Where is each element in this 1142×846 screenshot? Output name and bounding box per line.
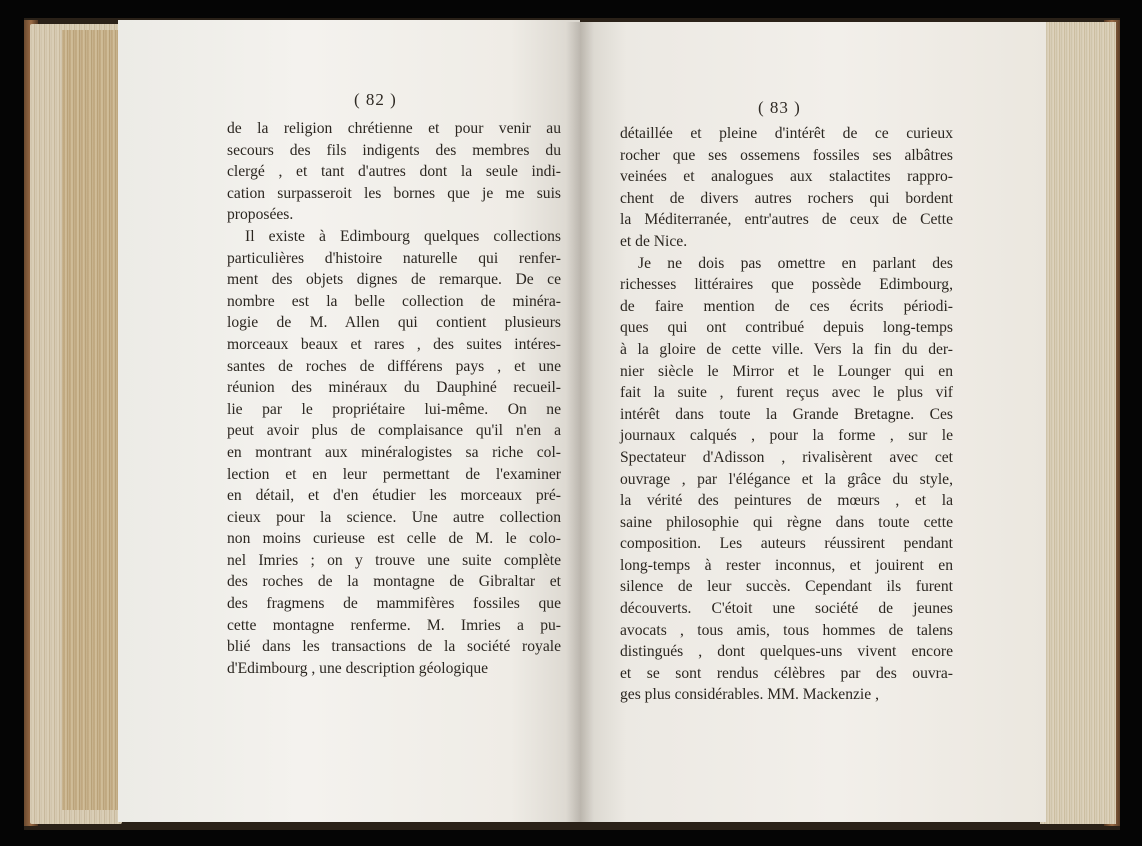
text-line: nombre est la belle collection de minéra- <box>227 292 561 310</box>
text-line: lie par le propriétaire lui-même. On ne <box>227 400 561 418</box>
right-page <box>580 22 1046 822</box>
text-line: nier siècle le Mirror et le Lounger qui en <box>620 362 953 380</box>
text-line: cette montagne renferme. M. Imries a pu- <box>227 616 561 634</box>
text-line: avocats , tous amis, tous hommes de talens <box>620 621 953 639</box>
text-line: particulières d'histoire naturelle qui renfer- <box>227 249 561 267</box>
text-line: intérêt dans toute la Grande Bretagne. Ces <box>620 405 953 423</box>
text-line: et de Nice. <box>620 232 688 250</box>
right-page-number: ( 83 ) <box>758 98 801 117</box>
text-line: Spectateur d'Adisson , rivalisèrent avec cet <box>620 448 953 466</box>
text-line: la Méditerranée, entr'autres de ceux de Cette <box>620 211 953 229</box>
text-line: fait la suite , furent reçus avec le plus vif <box>620 384 953 402</box>
text-line: logie de M. Allen qui contient plusieurs <box>227 314 561 332</box>
text-line: nel Imries ; on y trouve une suite complète <box>227 551 561 569</box>
text-line: distingués , dont quelques-uns vivent encore <box>620 643 953 661</box>
text-line: ouvrage , par l'élégance et la grâce du style, <box>620 470 953 488</box>
text-line: en montrant aux minéralogistes sa riche col- <box>227 443 561 461</box>
page-edges-right <box>1040 22 1116 824</box>
text-line: à la gloire de cette ville. Vers la fin du der- <box>620 340 953 358</box>
left-page-text <box>227 118 561 679</box>
text-line: rocher que ses ossemens fossiles ses albâtres <box>620 146 953 164</box>
text-line: et se sont rendus célèbres par des ouvra- <box>620 664 953 682</box>
text-line: lection et en leur permettant de l'examiner <box>227 465 561 483</box>
text-line: ques qui ont contribué depuis long-temps <box>620 319 953 337</box>
text-line: richesses littéraires que possède Edimbourg, <box>620 276 953 294</box>
text-line: Il existe à Edimbourg quelques collections <box>245 227 561 245</box>
text-line: silence de leur succès. Cependant ils furent <box>620 578 953 596</box>
text-line: ges plus considérables. MM. Mackenzie , <box>620 686 879 704</box>
text-line: de faire mention de ces écrits périodi- <box>620 297 953 315</box>
text-line: Je ne dois pas omettre en parlant des <box>638 254 953 272</box>
text-line: cieux pour la science. Une autre collection <box>227 508 561 526</box>
left-page-number: ( 82 ) <box>354 90 397 109</box>
text-line: en détail, et d'en étudier les morceaux pré- <box>227 487 561 505</box>
text-line: blié dans les transactions de la société royale <box>227 638 561 656</box>
text-line: journaux calqués , pour la forme , sur le <box>620 427 953 445</box>
text-line: des roches de la montagne de Gibraltar et <box>227 573 561 591</box>
text-line: morceaux beaux et rares , des suites intéres- <box>227 335 561 353</box>
text-line: long-temps à rester inconnus, et jouirent en <box>620 556 953 574</box>
text-line: saine philosophie qui règne dans toute cette <box>620 513 953 531</box>
page-edges-left-inner <box>62 30 120 810</box>
text-line: santes de roches de différens pays , et une <box>227 357 561 375</box>
text-line: détaillée et pleine d'intérêt de ce curieux <box>620 125 953 142</box>
text-line: peut avoir plus de complaisance qu'il n'en a <box>227 422 561 440</box>
text-line: secours des fils indigents des membres du <box>227 141 561 159</box>
text-line: d'Edimbourg , une description géologique <box>227 659 489 677</box>
text-line: proposées. <box>227 206 294 224</box>
text-line: des fragmens de mammifères fossiles que <box>227 595 561 613</box>
right-page-text <box>620 123 953 706</box>
text-line: ment des objets dignes de remarque. De ce <box>227 271 561 289</box>
left-page <box>118 20 580 822</box>
text-line: cation surpasseroit les bornes que je me suis <box>227 184 561 202</box>
text-line: réunion des minéraux du Dauphiné recueil- <box>227 379 561 397</box>
text-line: clergé , et tant d'autres dont la seule indi- <box>227 163 561 181</box>
text-line: non moins curieuse est celle de M. le colo- <box>227 530 561 548</box>
book-gutter <box>566 22 594 822</box>
text-line: découverts. C'étoit une société de jeunes <box>620 600 953 618</box>
text-line: composition. Les auteurs réussirent pendant <box>620 535 953 553</box>
text-line: la vérité des peintures de mœurs , et la <box>620 492 953 510</box>
text-line: veinées et analogues aux stalactites rappro- <box>620 168 953 186</box>
text-line: de la religion chrétienne et pour venir au <box>227 120 561 137</box>
text-line: chent de divers autres rochers qui bordent <box>620 189 953 207</box>
